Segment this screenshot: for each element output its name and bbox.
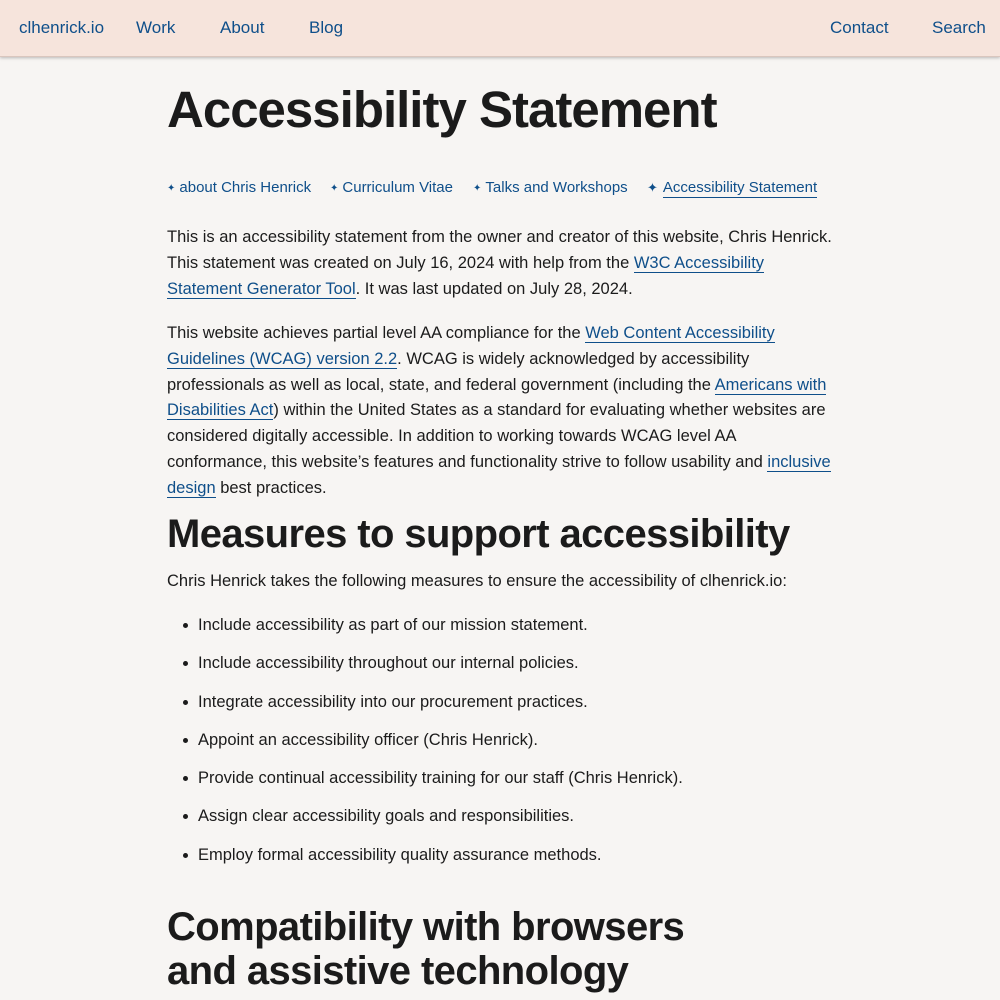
page-title: Accessibility Statement [167, 81, 717, 138]
list-item [167, 843, 683, 881]
list-item-text: Include accessibility throughout our internal policies. [198, 654, 579, 673]
list-item [167, 651, 683, 689]
about-subnav [167, 178, 867, 202]
heading-line: and assistive technology [167, 949, 629, 993]
list-item-text: Assign clear accessibility goals and responsibilities. [198, 807, 575, 826]
sparkle-icon: ✦ [167, 183, 176, 194]
subnav-item-label: Talks and Workshops [485, 179, 628, 196]
sparkle-icon: ✦ [330, 183, 339, 194]
subnav-item-about[interactable] [167, 178, 311, 199]
text-run: This is an accessibility statement from the owner and creator of this website, Chris Henrick. This statement was created on July 16, 2024 with help from the [167, 228, 832, 272]
bullet-icon [183, 700, 188, 705]
nav-link-contact[interactable]: Contact [830, 18, 889, 37]
nav-link-blog[interactable]: Blog [309, 18, 344, 37]
subnav-item-talks[interactable] [473, 178, 628, 199]
list-item [167, 728, 683, 766]
compatibility-heading [167, 905, 684, 993]
text-run: best practices. [215, 478, 327, 497]
measures-intro: Chris Henrick takes the following measures to ensure the accessibility of clhenrick.io: [167, 572, 787, 590]
site-name-link[interactable]: clhenrick.io [19, 18, 105, 37]
list-item [167, 804, 683, 842]
measures-list [167, 613, 683, 881]
list-item-text: Integrate accessibility into our procurement practices. [198, 692, 588, 711]
nav-link-search[interactable]: Search [932, 18, 986, 37]
heading-line: Compatibility with browsers [167, 905, 685, 949]
measures-heading: Measures to support accessibility [167, 512, 790, 556]
subnav-item-label: Curriculum Vitae [342, 179, 453, 196]
text-run: . WCAG is widely acknowledged by accessibility professionals as well as local, state, and federal government (including the [167, 349, 750, 394]
wcag-link[interactable]: Web Content Accessibility Guidelines (WCAG) version 2.2 [167, 324, 775, 368]
nav-link-about[interactable]: About [220, 18, 265, 37]
bullet-icon [183, 853, 188, 858]
compliance-paragraph [167, 321, 837, 502]
statement-intro-paragraph [167, 225, 837, 302]
list-item [167, 690, 683, 728]
list-item-text: Include accessibility as part of our mission statement. [198, 616, 588, 634]
list-item-text: Appoint an accessibility officer (Chris Henrick). [198, 730, 538, 749]
bullet-icon [183, 814, 188, 819]
site-header [0, 0, 1000, 57]
list-item [167, 613, 683, 651]
text-run: . It was last updated on July 28, 2024. [355, 279, 633, 298]
list-item [167, 766, 683, 804]
subnav-item-label: about Chris Henrick [179, 179, 312, 196]
nav-link-work[interactable]: Work [136, 18, 176, 37]
ada-link[interactable]: Americans with Disabilities Act [167, 375, 827, 420]
bullet-icon [183, 661, 188, 666]
inclusive-design-link[interactable]: inclusive design [167, 452, 831, 497]
sparkle-icon: ✦ [473, 183, 482, 194]
bullet-icon [183, 776, 188, 781]
w3c-generator-link[interactable]: W3C Accessibility Statement Generator Tool [167, 253, 765, 298]
subnav-item-accessibility[interactable] [647, 178, 817, 198]
list-item-text: Provide continual accessibility training for our staff (Chris Henrick). [198, 769, 683, 788]
sparkle-icon: ✦ [647, 180, 658, 195]
text-run: ) within the United States as a standard for evaluating whether websites are considered digitally accessible. In addition to working towards WCAG level AA conformance, this website’s features and functionality strive to follow usability and [167, 401, 826, 471]
subnav-item-label: Accessibility Statement [662, 179, 818, 196]
subnav-item-cv[interactable] [330, 178, 453, 199]
text-run: This website achieves partial level AA compliance for the [167, 324, 586, 342]
list-item-text: Employ formal accessibility quality assurance methods. [198, 845, 602, 864]
bullet-icon [183, 738, 188, 743]
bullet-icon [183, 623, 188, 628]
